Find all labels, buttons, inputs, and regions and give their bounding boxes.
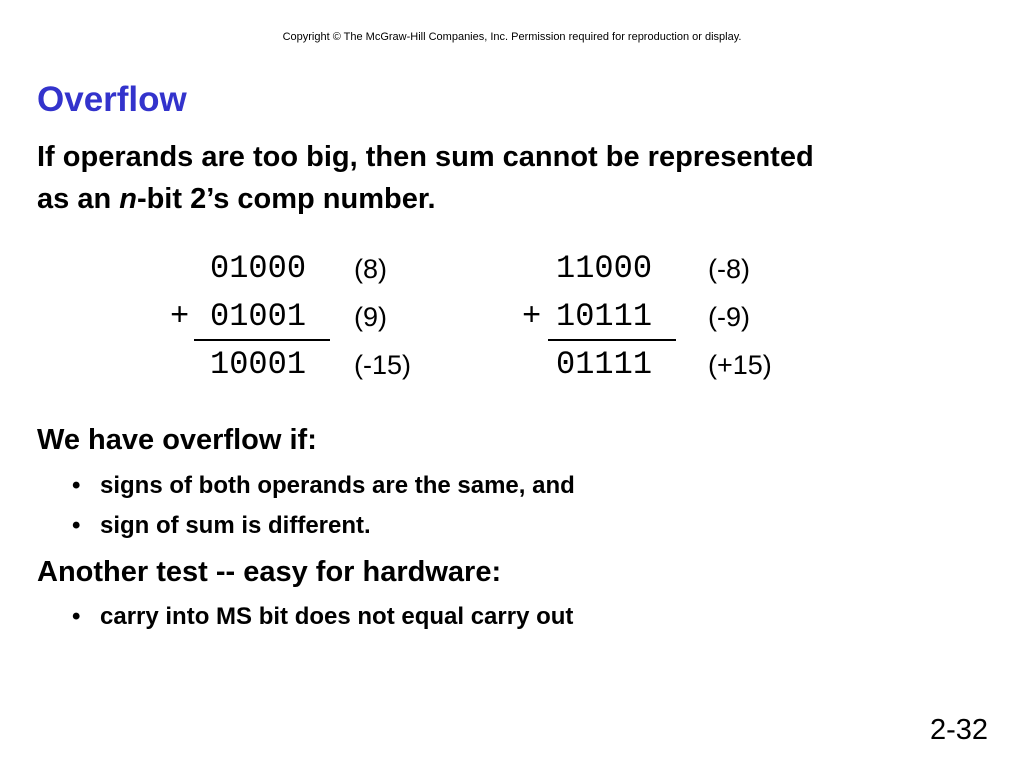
right-sum: 01111 [556,346,653,383]
section-2-heading: Another test -- easy for hardware: [37,556,502,588]
section-1-bullet-1 [72,472,575,500]
intro-variable-n: n [119,183,137,215]
right-sum-decimal: (+15) [708,350,772,380]
bullet-text: signs of both operands are the same, and [100,472,575,499]
section-1-bullet-2 [72,512,371,540]
intro-line-2-after: -bit 2’s comp number. [136,183,436,215]
bullet-dot: • [72,603,81,630]
right-operand-1: 11000 [556,250,653,287]
left-sum-decimal: (-15) [354,350,412,380]
slide-title: Overflow [37,80,187,119]
left-sum: 10001 [210,346,307,383]
left-plus-sign: + [170,298,190,335]
page-number: 2-32 [929,714,988,746]
right-plus-sign: + [522,298,542,335]
right-sum-line [548,339,676,341]
right-operand-2-decimal: (-9) [708,302,750,332]
section-2-bullet-1 [72,603,573,631]
intro-line-1: If operands are too big, then sum cannot be represented [37,141,814,173]
left-operand-1: 01000 [210,250,307,287]
right-operand-1-decimal: (-8) [708,254,750,284]
right-operand-2: 10111 [556,298,653,335]
left-operand-2: 01001 [210,298,307,335]
left-operand-2-decimal: (9) [354,302,387,332]
intro-line-2 [37,178,997,220]
left-sum-line [194,339,330,341]
bullet-dot: • [72,512,81,539]
bullet-text: sign of sum is different. [100,512,371,539]
copyright-notice: Copyright © The McGraw-Hill Companies, Inc. Permission required for reproduction or display. [282,31,742,43]
section-1-heading: We have overflow if: [37,424,317,456]
intro-line-2-before: as an [37,183,120,215]
bullet-dot: • [72,472,81,499]
intro-text [37,136,997,220]
bullet-text: carry into MS bit does not equal carry out [100,603,574,630]
left-operand-1-decimal: (8) [354,254,387,284]
